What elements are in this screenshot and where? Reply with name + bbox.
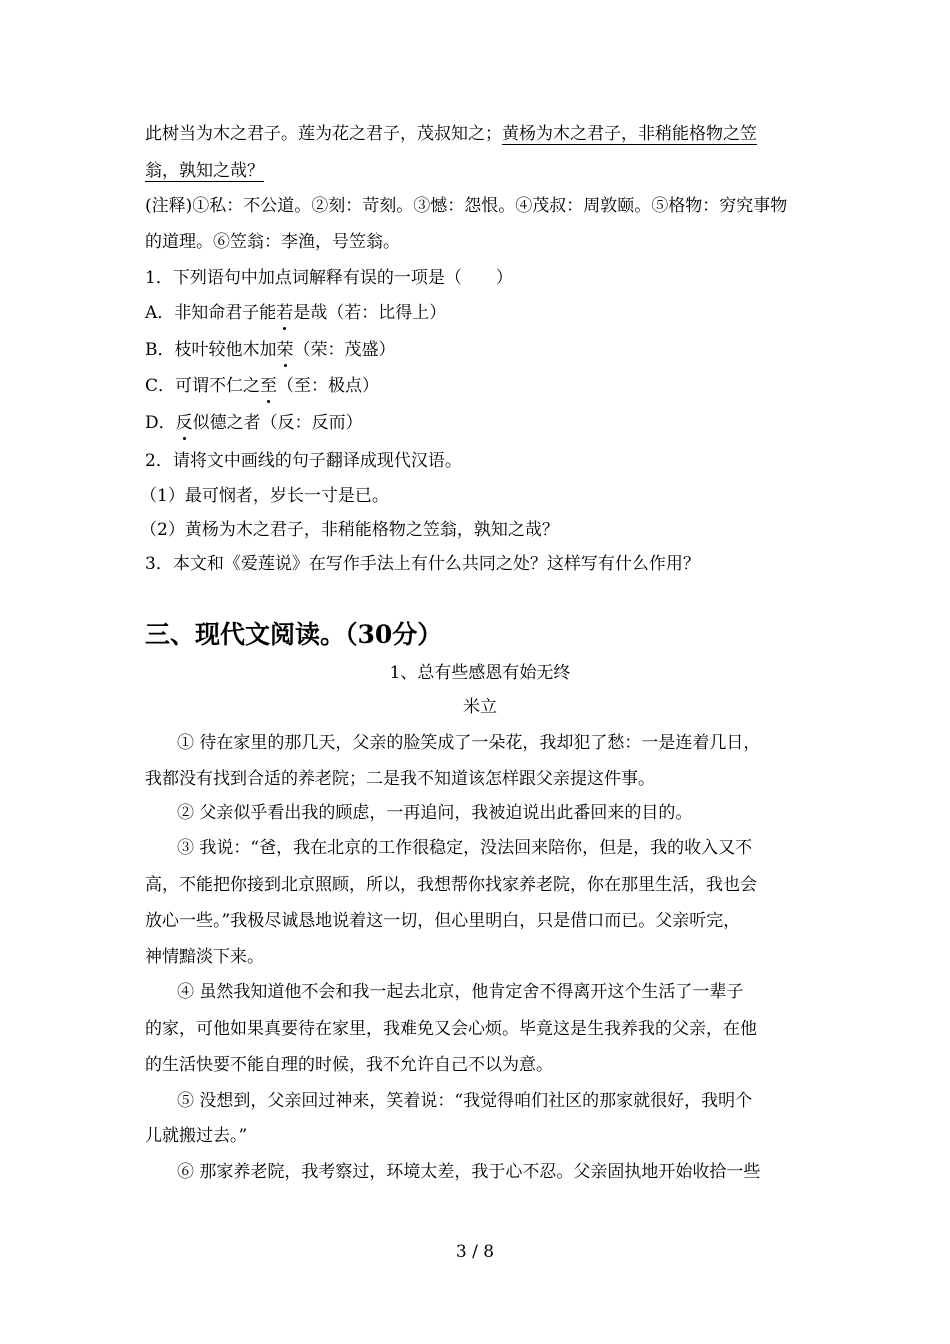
question-3: 3．本文和《爱莲说》在写作手法上有什么共同之处？这样写有什么作用？	[145, 554, 700, 574]
notes-line-1: (注释)①私：不公道。②刻：苛刻。③憾：怨恨。④茂叔：周敦颐。⑤格物：穷究事物	[145, 196, 788, 216]
article-author: 米立	[463, 697, 497, 717]
underlined-sentence-end: 翁，孰知之哉？	[145, 161, 264, 181]
underlined-sentence: 黄杨为木之君子，非稍能格物之笠	[502, 124, 757, 144]
article-line-7: 神情黯淡下来。	[145, 947, 264, 967]
article-line-11: ⑤ 没想到，父亲回过神来，笑着说：“我觉得咱们社区的那家就很好，我明个	[177, 1091, 753, 1111]
option-c-suffix: （至：极点）	[277, 376, 380, 396]
option-b-suffix: （荣：茂盛）	[293, 340, 396, 360]
article-line-9: 的家，可他如果真要待在家里，我难免又会心烦。毕竟这是生我养我的父亲，在他	[145, 1019, 757, 1039]
option-d	[145, 411, 815, 435]
passage-line-2	[145, 159, 815, 183]
option-a-suffix: 是哉（若：比得上）	[293, 303, 447, 323]
article-line-6: 放心一些。”我极尽诚恳地说着这一切，但心里明白，只是借口而已。父亲听完，	[145, 911, 741, 931]
article-line-4: ③ 我说：“爸，我在北京的工作很稳定，没法回来陪你，但是，我的收入又不	[177, 838, 753, 858]
question-1: 1．下列语句中加点词解释有误的一项是（ ）	[145, 268, 513, 288]
option-c-prefix: C．可谓不仁之	[145, 376, 261, 396]
article-line-3: ② 父亲似乎看出我的顾虑，一再追问，我被迫说出此番回来的目的。	[177, 803, 693, 823]
option-b	[145, 338, 815, 362]
article-line-8: ④ 虽然我知道他不会和我一起去北京，他肯定舍不得离开这个生活了一辈子	[177, 982, 744, 1002]
question-2: 2．请将文中画线的句子翻译成现代汉语。	[145, 451, 462, 471]
dotted-char-d: 反	[175, 413, 193, 433]
option-b-prefix: B．枝叶较他木加	[145, 340, 277, 360]
notes-line-2: 的道理。⑥笠翁：李渔，号笠翁。	[145, 232, 400, 252]
dotted-char-a: 若	[276, 303, 294, 323]
article-line-10: 的生活快要不能自理的时候，我不允许自己不以为意。	[145, 1055, 553, 1075]
passage-text: 此树当为木之君子。莲为花之君子，茂叔知之；	[145, 124, 502, 144]
dotted-char-c: 至	[260, 376, 278, 396]
option-d-suffix: 似德之者（反：反而）	[192, 413, 363, 433]
question-2-part-1: （1）最可悯者，岁长一寸是已。	[140, 486, 389, 506]
option-c	[145, 374, 815, 398]
question-2-part-2: （2）黄杨为木之君子，非稍能格物之笠翁，孰知之哉？	[140, 520, 559, 540]
option-a	[145, 301, 815, 325]
article-line-2: 我都没有找到合适的养老院；二是我不知道该怎样跟父亲提这件事。	[145, 769, 655, 789]
section-heading: 三、现代文阅读。（30分）	[145, 620, 443, 649]
dotted-char-b: 荣	[276, 340, 294, 360]
option-d-prefix: D．	[145, 413, 176, 433]
option-a-prefix: A．非知命君子能	[145, 303, 277, 323]
article-title: 1、总有些感恩有始无终	[389, 663, 571, 683]
article-line-12: 儿就搬过去。”	[145, 1126, 248, 1146]
article-line-13: ⑥ 那家养老院，我考察过，环境太差，我于心不忍。父亲固执地开始收拾一些	[177, 1162, 761, 1182]
article-line-1: ① 待在家里的那几天，父亲的脸笑成了一朵花，我却犯了愁：一是连着几日，	[177, 733, 761, 753]
article-line-5: 高，不能把你接到北京照顾，所以，我想帮你找家养老院，你在那里生活，我也会	[145, 875, 757, 895]
page-number: 3 / 8	[455, 1242, 495, 1262]
passage-line-1	[145, 122, 815, 146]
